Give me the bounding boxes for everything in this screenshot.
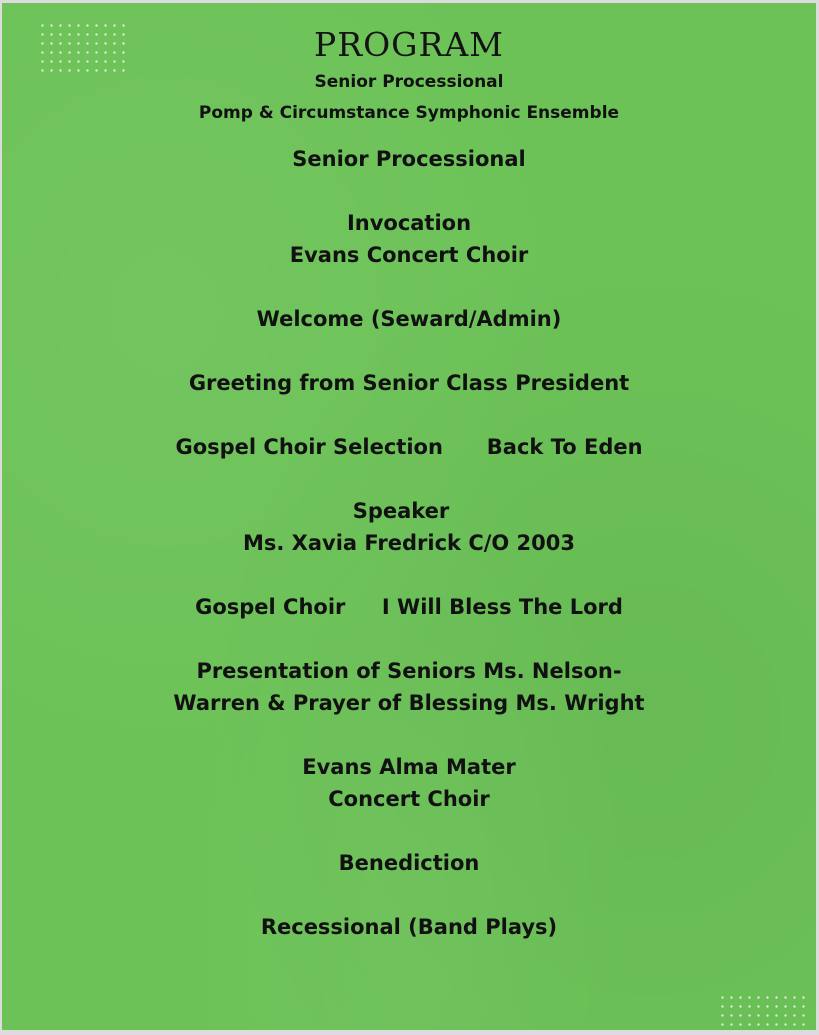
program-item-gospel-selection: Gospel Choir Selection Back To Eden [175, 435, 643, 459]
program-subtitle: Pomp & Circumstance Symphonic Ensemble [198, 103, 620, 123]
program-item-speaker: Speaker [352, 499, 450, 523]
program-title: PROGRAM [314, 25, 504, 64]
program-item-concert-choir: Evans Concert Choir [289, 243, 529, 267]
program-item-recessional: Recessional (Band Plays) [260, 915, 558, 939]
program-item-presentation-cont: Warren & Prayer of Blessing Ms. Wright [173, 691, 645, 715]
program-item-alma-mater-choir: Concert Choir [328, 787, 490, 811]
program-subtitle: Senior Processional [314, 72, 504, 92]
program-item-greeting: Greeting from Senior Class President [188, 371, 630, 395]
program-item-presentation: Presentation of Seniors Ms. Nelson- [196, 659, 622, 683]
program-item-alma-mater: Evans Alma Mater [302, 755, 516, 779]
program-item-senior-processional: Senior Processional [292, 147, 526, 171]
program-item-invocation: Invocation [346, 211, 472, 235]
program-item-welcome: Welcome (Seward/Admin) [256, 307, 562, 331]
program-item-benediction: Benediction [338, 851, 480, 875]
program-item-speaker-name: Ms. Xavia Fredrick C/O 2003 [242, 531, 576, 555]
program-page [2, 3, 816, 1030]
dot-pattern-decoration [718, 993, 810, 1029]
program-item-gospel-choir: Gospel Choir I Will Bless The Lord [195, 595, 623, 619]
